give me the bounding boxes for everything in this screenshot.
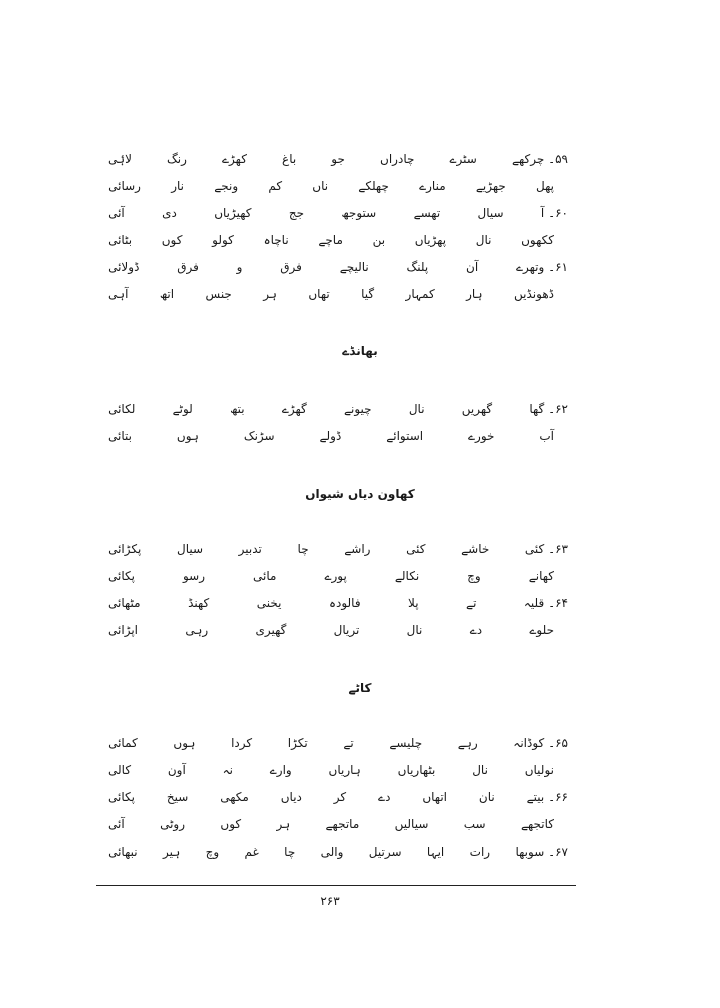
verse-word: اتھاں <box>422 790 448 804</box>
verse-word: بٹائی <box>108 233 133 247</box>
verse-word: ککھوں <box>521 233 554 247</box>
verse-word: کمہار <box>405 287 435 301</box>
verse-line <box>108 785 568 809</box>
verse-word: کاتجھے <box>520 817 554 831</box>
verse-word: آئی <box>108 206 125 220</box>
section-heading: کاٹے <box>348 681 372 695</box>
verse-word: بتائی <box>108 429 132 443</box>
verse-word: ۶۴۔ قلیہ <box>523 596 568 610</box>
verse-word: کمائی <box>108 736 138 750</box>
verse-word: نار <box>171 179 184 193</box>
verse-word: غم <box>244 845 259 859</box>
footer-rule <box>96 885 576 886</box>
verse-word: رنگ <box>167 152 187 166</box>
verse-word: یخنی <box>256 596 282 610</box>
verse-word: لاۂی <box>108 152 132 166</box>
verse-word: ڈولے <box>319 429 342 443</box>
verse-word: ۶۱۔ وتھرے <box>515 260 568 274</box>
verse-word: استوائے <box>386 429 424 443</box>
verse-word: اپڑائی <box>108 623 138 637</box>
verse-word: سرتیل <box>368 845 402 859</box>
verse-word: بٹھاریاں <box>397 763 436 777</box>
section-heading: کھاون دیاں شیواں <box>305 487 415 501</box>
verse-word: تھسے <box>413 206 441 220</box>
verse-word: ۶۳۔ کئی <box>524 542 568 556</box>
verse-word: پورے <box>324 569 347 583</box>
verse-word: ناں <box>312 179 329 193</box>
verse-word: نان <box>478 790 495 804</box>
verse-word: نالیچے <box>339 260 369 274</box>
verse-word: رہے <box>457 736 478 750</box>
verse-word: ۶۲۔ گھا <box>529 402 568 416</box>
verse-word: ستوجھ <box>341 206 377 220</box>
verse-word: بتھ <box>230 402 245 416</box>
verse-word: ۶۰۔ آ <box>540 206 568 220</box>
verse-word: پکائی <box>108 569 135 583</box>
verse-line <box>108 618 568 642</box>
verse-word: دے <box>378 790 391 804</box>
page-number: ۲۶۳ <box>320 894 340 908</box>
verse-word: چا <box>297 542 309 556</box>
verse-line <box>108 201 568 225</box>
verse-word: لکائی <box>108 402 136 416</box>
verse-word: راشے <box>344 542 371 556</box>
verse-word: ۶۶۔ بیتے <box>526 790 568 804</box>
verse-word: مکھی <box>220 790 249 804</box>
verse-word: گیا <box>361 287 375 301</box>
verse-word: جھڑیے <box>475 179 506 193</box>
verse-word: کھانے <box>528 569 554 583</box>
verse-word: نہ <box>222 763 233 777</box>
verse-line <box>108 591 568 615</box>
verse-word: جج <box>288 206 304 220</box>
verse-word: سب <box>463 817 486 831</box>
verse-word: حلوے <box>529 623 554 637</box>
verse-word: ڈھونڈیں <box>514 287 554 301</box>
verse-word: ہار <box>466 287 483 301</box>
verse-word: ہر <box>276 817 291 831</box>
verse-word: دے <box>469 623 483 637</box>
verse-word: خاشے <box>461 542 490 556</box>
verse-word: کم <box>268 179 283 193</box>
verse-word: باغ <box>282 152 297 166</box>
verse-word: رات <box>469 845 491 859</box>
verse-word: کوں <box>220 817 242 831</box>
verse-word: آئی <box>108 817 125 831</box>
verse-word: کئی <box>406 542 426 556</box>
verse-word: اتھ <box>159 287 175 301</box>
verse-word: والی <box>320 845 344 859</box>
verse-word: کھیڑیاں <box>214 206 252 220</box>
verse-word: سیخ <box>166 790 189 804</box>
verse-word: چلیسے <box>389 736 423 750</box>
verse-word: چادراں <box>380 152 415 166</box>
verse-word: تھاں <box>308 287 330 301</box>
verse-word: رہی <box>185 623 209 637</box>
verse-word: چیونے <box>343 402 372 416</box>
verse-word: ہر <box>263 287 277 301</box>
verse-word: ۶۵۔ کوڈانہ <box>513 736 568 750</box>
verse-word: ۶۷۔ سوبھا <box>515 845 568 859</box>
verse-word: سیالیں <box>394 817 429 831</box>
verse-word: آن <box>466 260 479 274</box>
verse-word: پھڑیاں <box>414 233 447 247</box>
verse-word: کھنڈ <box>188 596 210 610</box>
verse-word: ہوں <box>173 736 196 750</box>
verse-word: کردا <box>231 736 253 750</box>
verse-word: کوں <box>161 233 183 247</box>
verse-word: نال <box>472 763 488 777</box>
verse-line <box>108 840 568 864</box>
verse-word: تریال <box>333 623 360 637</box>
verse-word: منارے <box>419 179 446 193</box>
verse-word: دیاں <box>280 790 302 804</box>
verse-word: تے <box>466 596 477 610</box>
verse-word: کھڑے <box>222 152 247 166</box>
verse-word: سیال <box>477 206 504 220</box>
verse-word: تے <box>343 736 354 750</box>
verse-word: نال <box>406 623 423 637</box>
verse-line <box>108 812 568 836</box>
verse-word: ماچے <box>318 233 343 247</box>
verse-word: وچ <box>467 569 481 583</box>
verse-word: پلا <box>408 596 419 610</box>
verse-word: کالی <box>108 763 132 777</box>
verse-word: کولو <box>212 233 234 247</box>
verse-word: نکالے <box>394 569 420 583</box>
verse-line <box>108 758 568 782</box>
verse-line <box>108 564 568 588</box>
verse-word: ونجے <box>214 179 239 193</box>
verse-line <box>108 147 568 171</box>
verse-word: سڑنک <box>243 429 275 443</box>
verse-word: پکڑائی <box>108 542 142 556</box>
verse-word: گھڑے <box>281 402 307 416</box>
section-heading: بھانڈے <box>342 344 378 358</box>
verse-line <box>108 537 568 561</box>
verse-line <box>108 424 568 448</box>
verse-word: سٹرے <box>449 152 477 166</box>
verse-word: نال <box>408 402 425 416</box>
verse-word: مائی <box>253 569 277 583</box>
verse-line <box>108 255 568 279</box>
verse-word: و <box>236 260 243 274</box>
verse-line <box>108 174 568 198</box>
verse-word: ۵۹۔ چرکھے <box>511 152 568 166</box>
verse-word: بن <box>372 233 386 247</box>
verse-word: رسو <box>182 569 206 583</box>
verse-word: مٹھائی <box>108 596 141 610</box>
verse-word: کر <box>333 790 347 804</box>
verse-word: ہاریاں <box>328 763 361 777</box>
verse-word: تکڑا <box>287 736 308 750</box>
verse-word: چھلکے <box>358 179 389 193</box>
verse-word: تدبیر <box>238 542 262 556</box>
verse-word: پلنگ <box>406 260 429 274</box>
verse-word: خورے <box>468 429 495 443</box>
verse-word: ایہا <box>426 845 445 859</box>
verse-word: گھریں <box>461 402 493 416</box>
verse-word: فرق <box>280 260 302 274</box>
verse-line <box>108 282 568 306</box>
verse-word: نولیاں <box>524 763 554 777</box>
verse-word: پکائی <box>108 790 135 804</box>
verse-word: آہی <box>108 287 129 301</box>
verse-word: آون <box>167 763 186 777</box>
verse-word: ناچاہ <box>263 233 289 247</box>
verse-word: آب <box>539 429 554 443</box>
verse-word: وارے <box>269 763 292 777</box>
verse-line <box>108 228 568 252</box>
verse-word: ڈولائی <box>108 260 140 274</box>
verse-word: ماتجھے <box>325 817 360 831</box>
verse-word: فالودہ <box>328 596 361 610</box>
verse-word: پھل <box>536 179 554 193</box>
verse-word: جو <box>331 152 345 166</box>
verse-word: گھیری <box>255 623 287 637</box>
verse-word: دی <box>162 206 177 220</box>
verse-line <box>108 397 568 421</box>
verse-word: فرق <box>177 260 199 274</box>
verse-word: وچ <box>205 845 220 859</box>
verse-word: رسائی <box>108 179 141 193</box>
verse-word: لوٹے <box>172 402 193 416</box>
verse-word: چا <box>284 845 296 859</box>
verse-line <box>108 731 568 755</box>
verse-word: ہوں <box>176 429 199 443</box>
verse-word: سیال <box>176 542 204 556</box>
verse-word: ہیر <box>162 845 181 859</box>
verse-word: جنس <box>205 287 232 301</box>
verse-word: روٹی <box>160 817 185 831</box>
verse-word: نال <box>475 233 492 247</box>
verse-word: نبھائی <box>108 845 138 859</box>
